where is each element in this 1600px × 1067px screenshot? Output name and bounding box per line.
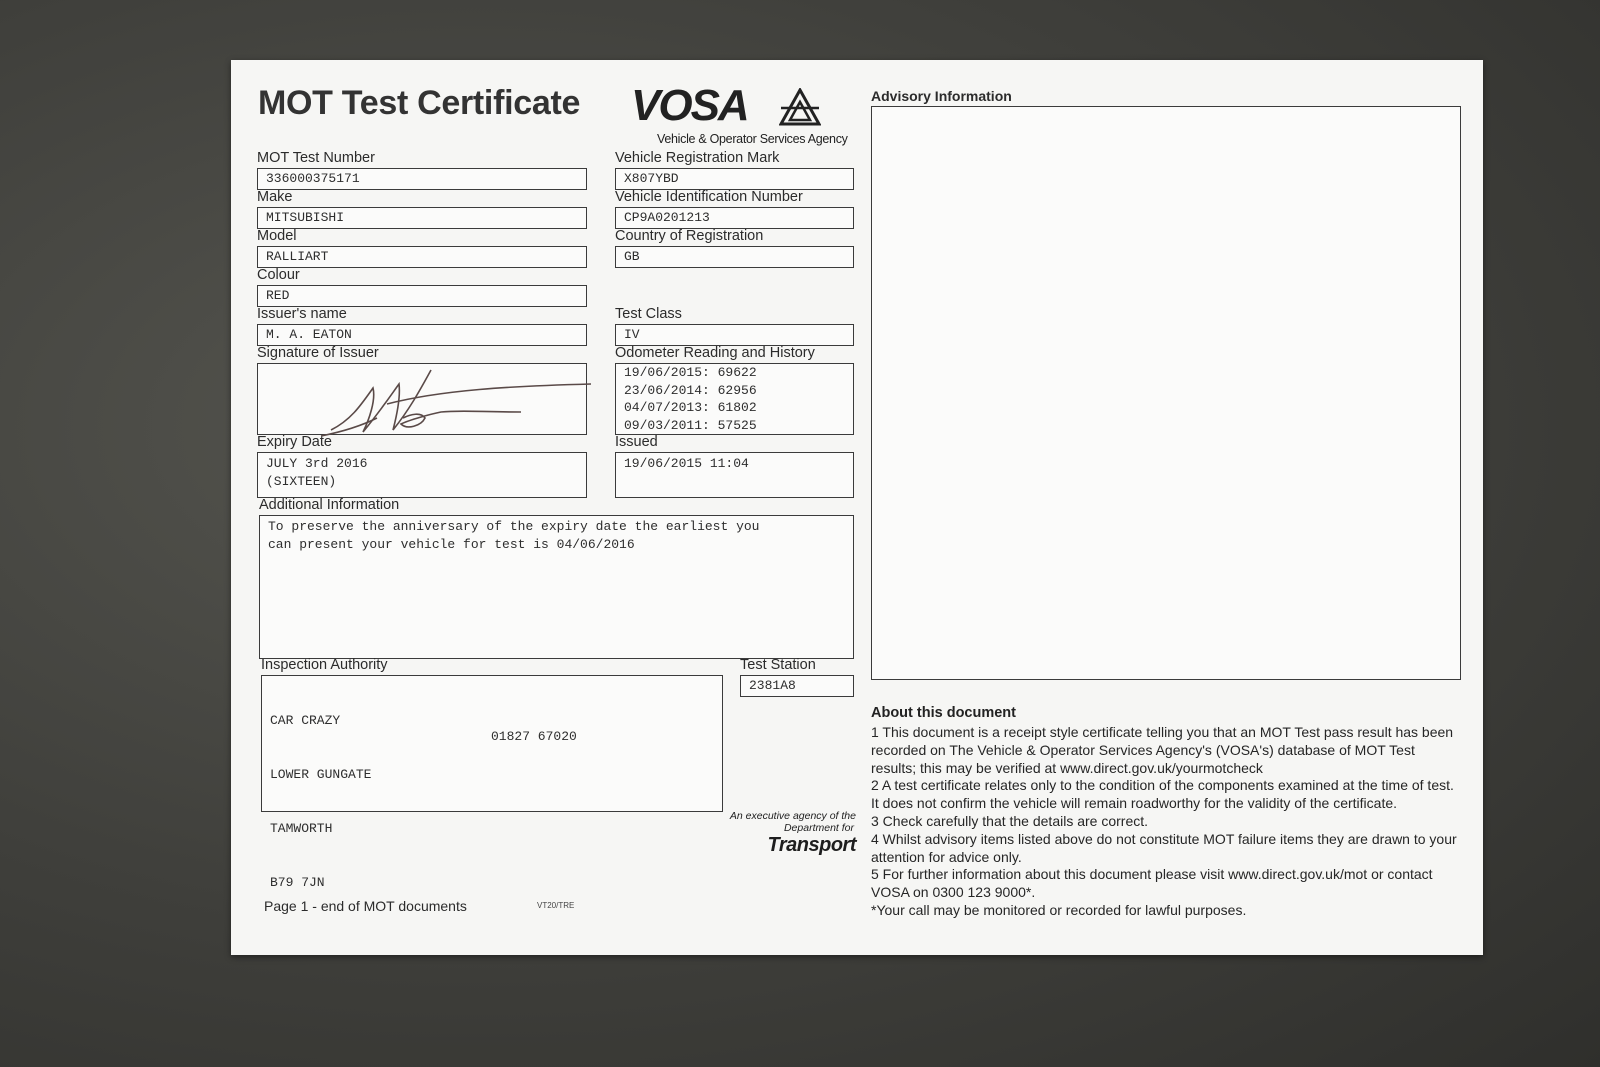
vin-label: Vehicle Identification Number <box>615 189 803 205</box>
about-text <box>871 724 1461 920</box>
vosa-wordmark: VOSA <box>631 81 748 130</box>
dft-logo <box>671 810 856 856</box>
authority-line: TAMWORTH <box>270 821 333 836</box>
model-label: Model <box>257 228 297 244</box>
make-field: MITSUBISHI <box>257 207 587 229</box>
about-item: 2 A test certificate relates only to the condition of the components examined at the time of test. It does not confirm the vehicle will remain roadworthy for the validity of the certificate. <box>871 777 1454 812</box>
advisory-label: Advisory Information <box>871 88 1012 104</box>
odometer-entry: 19/06/2015: 69622 <box>624 365 757 380</box>
vin-field: CP9A0201213 <box>615 207 854 229</box>
reg-mark-label: Vehicle Registration Mark <box>615 150 780 166</box>
colour-field: RED <box>257 285 587 307</box>
make-label: Make <box>257 189 293 205</box>
issued-field: 19/06/2015 11:04 <box>615 452 854 498</box>
issuer-signature <box>291 360 611 442</box>
test-station-field: 2381A8 <box>740 675 854 697</box>
test-station-label: Test Station <box>740 657 816 673</box>
reg-mark-field: X807YBD <box>615 168 854 190</box>
dft-line2: Department for <box>783 822 854 834</box>
test-number-label: MOT Test Number <box>257 150 375 166</box>
test-number-field: 336000375171 <box>257 168 587 190</box>
form-code: VT20/TRE <box>537 901 575 910</box>
test-class-label: Test Class <box>615 306 682 322</box>
test-class-field: IV <box>615 324 854 346</box>
about-item: 4 Whilst advisory items listed above do not constitute MOT failure items they are drawn to your attention for advice only. <box>871 830 1457 865</box>
advisory-box <box>871 106 1461 680</box>
additional-info-label: Additional Information <box>259 497 400 513</box>
issued-label: Issued <box>615 434 658 450</box>
mot-certificate-sheet <box>231 60 1483 955</box>
odometer-entry: 04/07/2013: 61802 <box>624 400 757 415</box>
page-footer: Page 1 - end of MOT documents <box>264 898 467 914</box>
expiry-date-words: (SIXTEEN) <box>266 474 337 489</box>
expiry-date-line: JULY 3rd 2016 <box>266 456 368 471</box>
additional-info-line: To preserve the anniversary of the expiry date the earliest you <box>268 519 760 534</box>
odometer-entry: 09/03/2011: 57525 <box>624 417 757 433</box>
dft-line1: An executive agency of the <box>729 810 856 822</box>
odometer-entry: 23/06/2014: 62956 <box>624 382 757 398</box>
authority-line: B79 7JN <box>270 875 325 890</box>
additional-info-line: can present your vehicle for test is 04/06/2016 <box>268 537 635 552</box>
authority-line: CAR CRAZY <box>270 713 341 728</box>
expiry-date-field <box>257 452 587 498</box>
about-item: 3 Check carefully that the details are correct. <box>871 812 1149 829</box>
authority-phone: 01827 67020 <box>491 729 577 744</box>
odometer-label: Odometer Reading and History <box>615 345 815 361</box>
inspection-authority-label: Inspection Authority <box>261 657 388 673</box>
signature-label: Signature of Issuer <box>257 345 379 361</box>
vosa-logo <box>631 82 871 152</box>
country-field: GB <box>615 246 854 268</box>
about-item: *Your call may be monitored or recorded for lawful purposes. <box>871 901 1247 918</box>
authority-line: LOWER GUNGATE <box>270 767 372 782</box>
about-title: About this document <box>871 705 1016 721</box>
colour-label: Colour <box>257 267 300 283</box>
triangle-logo-icon <box>779 88 821 126</box>
page-title: MOT Test Certificate <box>258 84 581 122</box>
about-item: 5 For further information about this document please visit www.direct.gov.uk/mot or contact VOSA on 0300 123 9000*. <box>871 866 1433 901</box>
vosa-subtitle: Vehicle & Operator Services Agency <box>657 132 848 146</box>
issuer-name-label: Issuer's name <box>257 306 347 322</box>
model-field: RALLIART <box>257 246 587 268</box>
issuer-name-field: M. A. EATON <box>257 324 587 346</box>
country-label: Country of Registration <box>615 228 764 244</box>
dft-brand: Transport <box>767 834 856 856</box>
about-item: 1 This document is a receipt style certificate telling you that an MOT Test pass result has been recorded on The Vehicle & Operator Services Agency's (VOSA's) database of MOT Test results; this may be verified at www.direct.gov.uk/yourmotcheck <box>871 724 1454 776</box>
odometer-field <box>615 363 854 435</box>
additional-info-field <box>259 515 854 659</box>
expiry-date-label: Expiry Date <box>257 434 332 450</box>
